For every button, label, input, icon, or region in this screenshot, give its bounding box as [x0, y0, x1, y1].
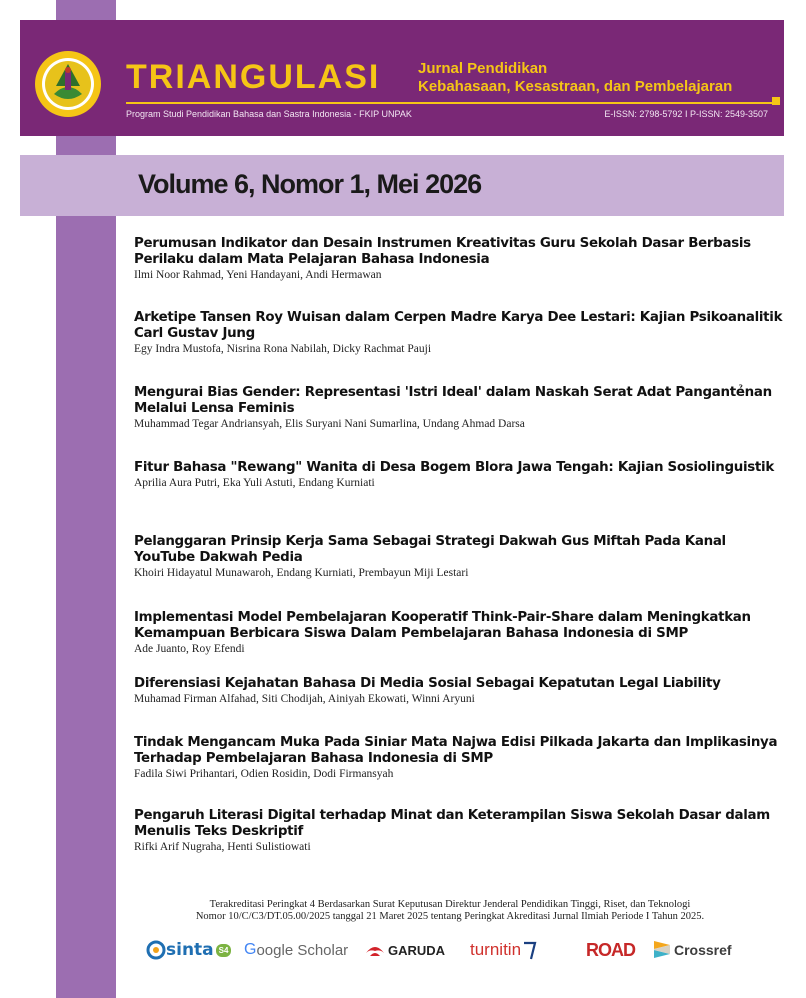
google-scholar-logo[interactable] [244, 932, 348, 968]
sinta-circle-icon [146, 940, 166, 960]
article-title: Arketipe Tansen Roy Wuisan dalam Cerpen Madre Karya Dee Lestari: Kajian Psikoanalitik Carl Gustav Jung [134, 310, 783, 341]
accreditation-line-2: Nomor 10/C/C3/DT.05.00/2025 tanggal 21 Maret 2025 tentang Peringkat Akreditasi Jurnal Ilmiah Periode I Tahun 2025. [195, 911, 705, 922]
header-divider-square [772, 97, 780, 105]
road-label: ROAD [586, 939, 635, 960]
journal-header [20, 20, 784, 136]
article-title: Pengaruh Literasi Digital terhadap Minat dan Keterampilan Siswa Sekolah Dasar dalam Menulis Teks Deskriptif [134, 808, 770, 839]
article-title: Tindak Mengancam Muka Pada Siniar Mata Najwa Edisi Pilkada Jakarta dan Implikasinya Terhadap Pembelajaran Bahasa Indonesia di SMP [134, 735, 778, 766]
article-title: Implementasi Model Pembelajaran Kooperatif Think-Pair-Share dalam Meningkatkan Kemampuan Berbicara Siswa Dalam Pembelajaran Bahasa Indonesia di SMP [134, 610, 751, 641]
article-item[interactable] [134, 534, 789, 579]
article-item[interactable] [134, 808, 789, 853]
article-item[interactable] [134, 310, 789, 355]
article-authors: Muhammad Tegar Andriansyah, Elis Suryani Nani Sumarlina, Undang Ahmad Darsa [134, 418, 525, 430]
garuda-label: GARUDA [388, 942, 446, 958]
article-title: Fitur Bahasa "Rewang" Wanita di Desa Bogem Blora Jawa Tengah: Kajian Sosiolinguistik [134, 460, 774, 475]
article-title: Mengurai Bias Gender: Representasi 'Istri Ideal' dalam Naskah Serat Adat Pangantẻnan Melalui Lensa Feminis [134, 385, 772, 416]
accreditation-line-1: Terakreditasi Peringkat 4 Berdasarkan Surat Keputusan Direktur Jenderal Pendidikan Tinggi, Riset, dan Teknologi [209, 899, 691, 910]
article-item[interactable] [134, 460, 789, 489]
issn-label: E-ISSN: 2798-5792 I P-ISSN: 2549-3507 [604, 109, 768, 119]
article-authors: Ilmi Noor Rahmad, Yeni Handayani, Andi Hermawan [134, 269, 382, 281]
article-authors: Aprilia Aura Putri, Eka Yuli Astuti, Endang Kurniati [134, 477, 375, 489]
article-authors: Muhamad Firman Alfahad, Siti Chodijah, Ainiyah Ekowati, Winni Aryuni [134, 693, 475, 705]
accreditation-note [130, 899, 770, 923]
google-scholar-label: oogle Scholar [256, 941, 349, 959]
volume-title: Volume 6, Nomor 1, Mei 2026 [138, 169, 482, 199]
article-authors: Khoiri Hidayatul Munawaroh, Endang Kurniati, Prembayun Miji Lestari [134, 567, 469, 579]
journal-brand: TRIANGULASI [126, 58, 381, 96]
google-g-letter: G [244, 941, 257, 958]
turnitin-label: turnitin [470, 940, 522, 959]
sinta-logo[interactable] [146, 932, 231, 968]
university-logo-icon [34, 50, 102, 118]
turnitin-logo[interactable] [470, 932, 539, 968]
left-stripe [56, 0, 116, 998]
crossref-mark-icon [652, 939, 672, 961]
article-authors: Fadila Siwi Prihantari, Odien Rosidin, Dodi Firmansyah [134, 768, 394, 780]
article-item[interactable] [134, 735, 789, 780]
article-authors: Ade Juanto, Roy Efendi [134, 643, 245, 655]
journal-subtitle [418, 60, 732, 96]
article-title: Perumusan Indikator dan Desain Instrumen Kreativitas Guru Sekolah Dasar Berbasis Perilaku dalam Mata Pelajaran Bahasa Indonesia [134, 236, 751, 267]
volume-bar [20, 155, 784, 216]
header-divider [126, 102, 772, 104]
turnitin-mark-icon [521, 939, 539, 961]
sinta-badge: S4 [216, 944, 232, 957]
article-authors: Rifki Arif Nugraha, Henti Sulistiowati [134, 841, 311, 853]
crossref-label: Crossref [674, 942, 732, 958]
subtitle-line-1: Jurnal Pendidikan [418, 60, 548, 77]
crossref-logo[interactable] [652, 932, 732, 968]
subtitle-line-2: Kebahasaan, Kesastraan, dan Pembelajaran [418, 78, 733, 95]
article-title: Diferensiasi Kejahatan Bahasa Di Media Sosial Sebagai Kepatutan Legal Liability [134, 676, 721, 691]
article-item[interactable] [134, 610, 789, 655]
article-item[interactable] [134, 236, 789, 281]
program-label: Program Studi Pendidikan Bahasa dan Sastra Indonesia - FKIP UNPAK [126, 109, 412, 119]
article-authors: Egy Indra Mustofa, Nisrina Rona Nabilah, Dicky Rachmat Pauji [134, 343, 432, 355]
article-item[interactable] [134, 676, 789, 705]
garuda-bird-icon [364, 939, 386, 961]
road-logo[interactable] [586, 932, 635, 968]
indexer-logos [146, 932, 746, 968]
garuda-logo[interactable] [364, 932, 445, 968]
article-title: Pelanggaran Prinsip Kerja Sama Sebagai Strategi Dakwah Gus Miftah Pada Kanal YouTube Dakwah Pedia [134, 534, 726, 565]
article-item[interactable] [134, 385, 789, 430]
sinta-label: sinta [166, 940, 214, 960]
